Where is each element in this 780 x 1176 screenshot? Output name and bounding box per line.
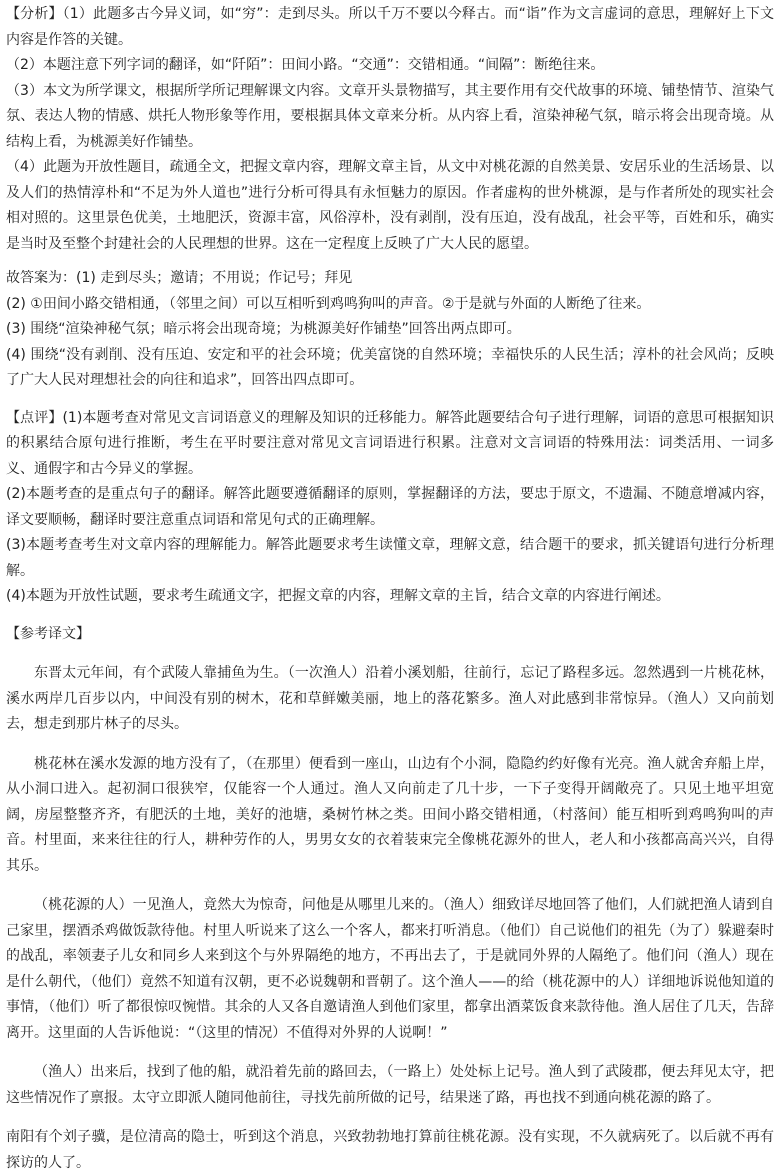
translation-paragraph-3: （桃花源的人）一见渔人，竟然大为惊奇，问他是从哪里儿来的。（渔人）细致详尽地回答了他们，人们就把渔人请到自己家里，摆酒杀鸡做饭款待他。村里人听说来了这么一个客人，都来打听消息。（他们）自己说他们的祖先（为了）躲避秦时的战乱，率领妻子儿女和同乡人来到这个与外界隔绝的地方，不再出去了，于是就同外界的人隔绝了。他们问（渔人）现在是什么朝代，（他们）竟然不知道有汉朝，更不必说魏朝和晋朝了。这个渔人——的给（桃花源中的人）详细地诉说他知道的事情，（他们）听了都很惊叹惋惜。其余的人又各自邀请渔人到他们家里，都拿出酒菜饭食来款待他。渔人居住了几天，告辞离开。这里面的人告诉他说：“（这里的情况）不值得对外界的人说啊！” (6, 893, 774, 1046)
answer-line-2: (2) ①田间小路交错相通，（邻里之间）可以互相听到鸡鸣狗叫的声音。②于是就与外面的人断绝了往来。 (6, 292, 774, 318)
analysis-paragraph-2: （2）本题注意下列字词的翻译，如“阡陌”：田间小路。“交通”：交错相通。“间隔”：断绝往来。 (6, 53, 774, 79)
translation-paragraph-2: 桃花林在溪水发源的地方没有了，（在那里）便看到一座山，山边有个小洞，隐隐约约好像有光亮。渔人就舍弃船上岸，从小洞口进入。起初洞口很狭窄，仅能容一个人通过。渔人又向前走了几十步，一下子变得开阔敞亮了。只见土地平坦宽阔，房屋整整齐齐，有肥沃的土地，美好的池塘，桑树竹林之类。田间小路交错相通，（村落间）能互相听到鸡鸣狗叫的声音。村里面，来来往往的行人，耕种劳作的人，男男女女的衣着装束完全像桃花源外的世人，老人和小孩都高高兴兴，自得其乐。 (6, 752, 774, 880)
comment-paragraph-2: (2)本题考查的是重点句子的翻译。解答此题要遵循翻译的原则，掌握翻译的方法，要忠于原文，不遗漏、不随意增减内容，译文要顺畅，翻译时要注意重点词语和常见句式的正确理解。 (6, 482, 774, 533)
comment-paragraph-4: (4)本题为开放性试题，要求考生疏通文字，把握文章的内容，理解文章的主旨，结合文章的内容进行阐述。 (6, 584, 774, 610)
translation-paragraph-5: 南阳有个刘子骥，是位清高的隐士，听到这个消息，兴致勃勃地打算前往桃花源。没有实现，不久就病死了。以后就不再有探访的人了。 (6, 1125, 774, 1176)
analysis-section (6, 2, 774, 257)
analysis-paragraph-3: （3）本文为所学课文，根据所学所记理解课文内容。文章开头景物描写，其主要作用有交代故事的环境、铺垫情节、渲染气氛、表达人物的情感、烘托人物形象等作用，要根据具体文章来分析。从内容上看，渲染神秘气氛，暗示将会出现奇境。从结构上看，为桃源美好作铺垫。 (6, 79, 774, 156)
answer-line-1: 故答案为：(1) 走到尽头；邀请；不用说；作记号；拜见 (6, 266, 774, 292)
translation-section (6, 622, 774, 1176)
translation-heading: 【参考译文】 (6, 622, 774, 648)
translation-paragraph-4: （渔人）出来后，找到了他的船，就沿着先前的路回去，（一路上）处处标上记号。渔人到了武陵郡，便去拜见太守，把这些情况作了禀报。太守立即派人随同他前往，寻找先前所做的记号，结果迷了路，再也找不到通向桃花源的路了。 (6, 1060, 774, 1111)
answer-line-3: (3) 围绕“渲染神秘气氛；暗示将会出现奇境；为桃源美好作铺垫”回答出两点即可。 (6, 317, 774, 343)
comment-section (6, 406, 774, 610)
translation-paragraph-1: 东晋太元年间，有个武陵人靠捕鱼为生。（一次渔人）沿着小溪划船，往前行，忘记了路程多远。忽然遇到一片桃花林，溪水两岸几百步以内，中间没有别的树木，花和草鲜嫩美丽，地上的落花繁多。渔人对此感到非常惊异。（渔人）又向前划去，想走到那片林子的尽头。 (6, 661, 774, 738)
answer-line-4: (4) 围绕“没有剥削、没有压迫、安定和平的社会环境；优美富饶的自然环境；幸福快乐的人民生活；淳朴的社会风尚；反映了广大人民对理想社会的向往和追求”，回答出四点即可。 (6, 343, 774, 394)
analysis-paragraph-4: （4）此题为开放性题目，疏通全文，把握文章内容，理解文章主旨，从文中对桃花源的自然美景、安居乐业的生活场景、以及人们的热情淳朴和“不足为外人道也”进行分析可得具有永恒魅力的原因。作者虚构的世外桃源，是与作者所处的现实社会相对照的。这里景色优美，土地肥沃，资源丰富，风俗淳朴，没有剥削，没有压迫，没有战乱，社会平等，百姓和乐，确实是当时及至整个封建社会的人民理想的世界。这在一定程度上反映了广大人民的愿望。 (6, 155, 774, 257)
comment-paragraph-1: 【点评】(1)本题考查对常见文言词语意义的理解及知识的迁移能力。解答此题要结合句子进行理解，词语的意思可根据知识的积累结合原句进行推断，考生在平时要注意对常见文言词语进行积累。注意对文言词语的特殊用法：词类活用、一词多义、通假字和古今异义的掌握。 (6, 406, 774, 483)
analysis-paragraph-1: 【分析】（1）此题多古今异义词，如“穷”：走到尽头。所以千万不要以今释古。而“诣”作为文言虚词的意思，理解好上下文内容是作答的关键。 (6, 2, 774, 53)
comment-paragraph-3: (3)本题考查考生对文章内容的理解能力。解答此题要求考生读懂文章，理解文意，结合题干的要求，抓关键语句进行分析理解。 (6, 533, 774, 584)
answer-section (6, 266, 774, 394)
